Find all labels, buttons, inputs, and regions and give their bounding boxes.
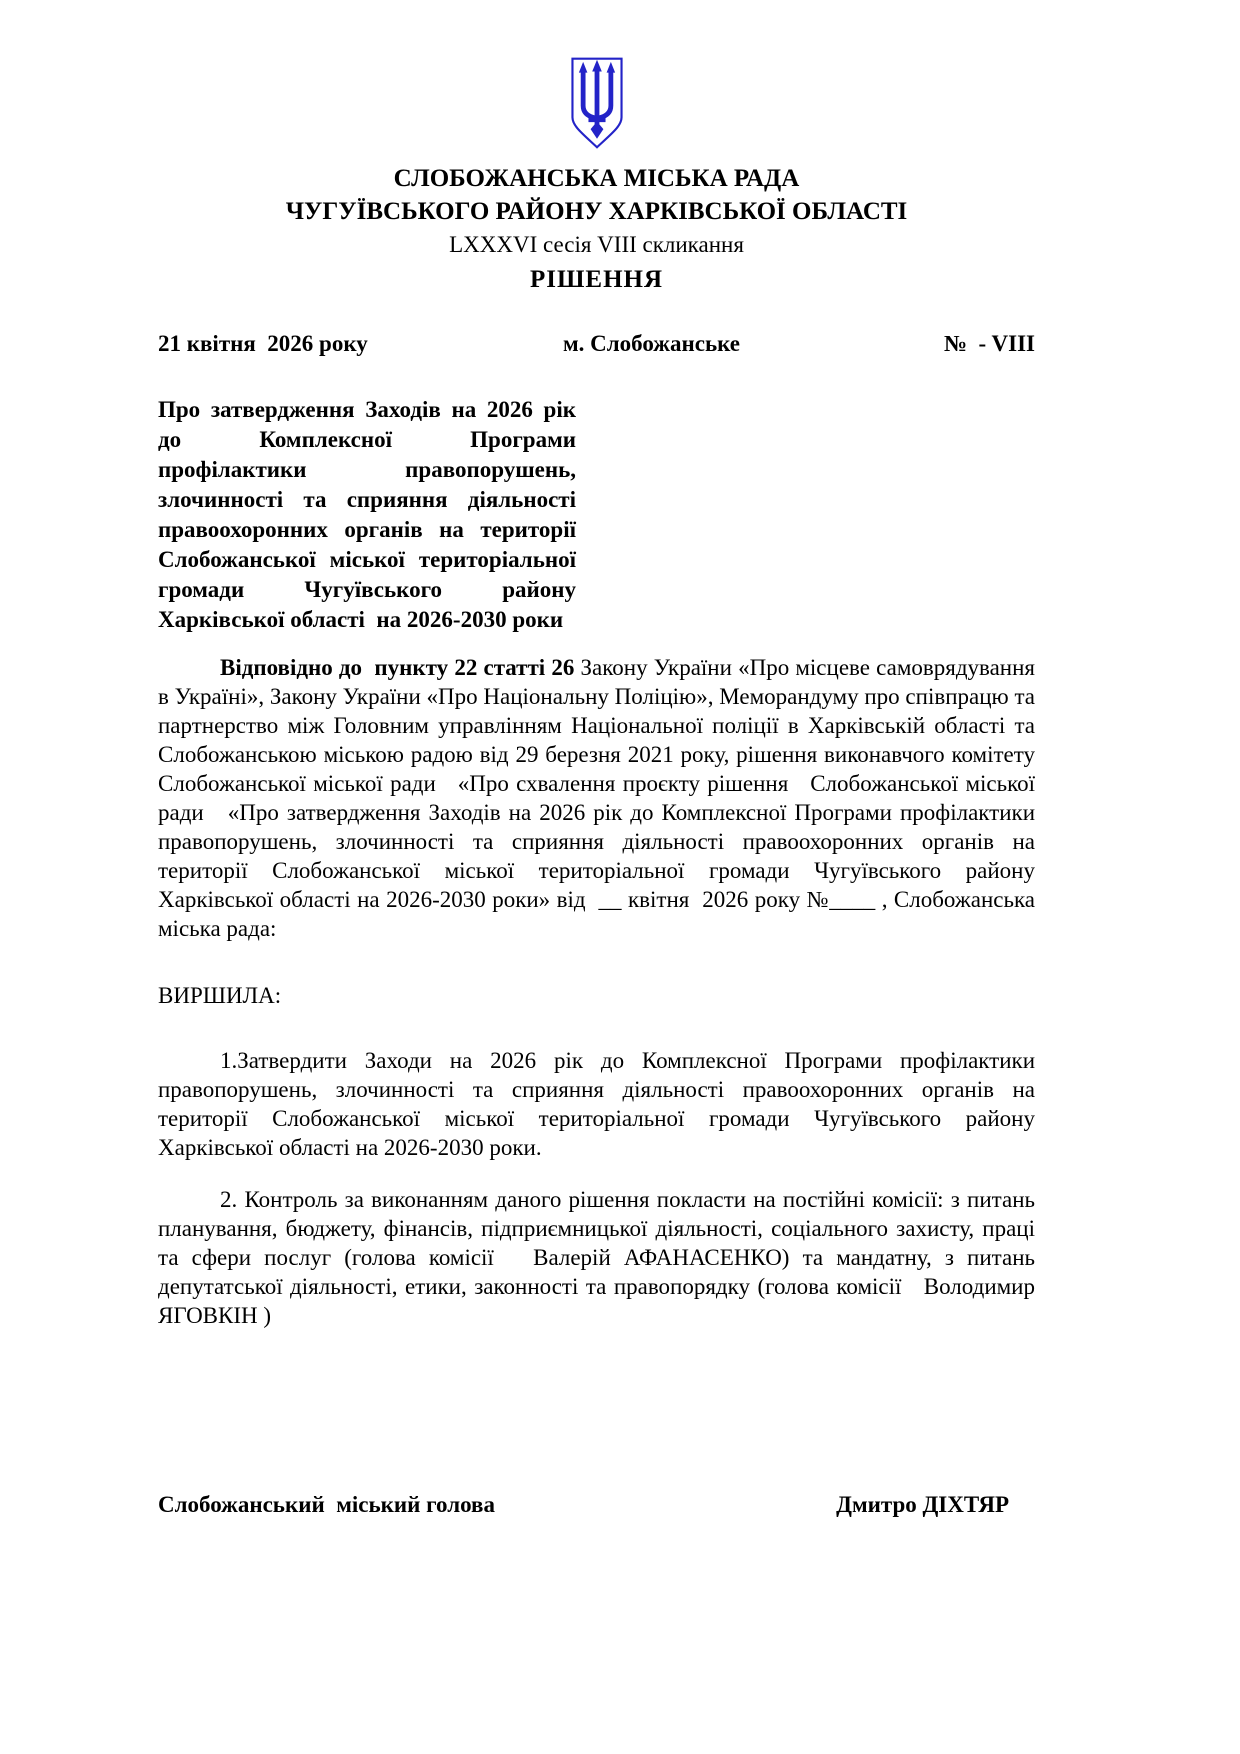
- document-meta-row: [158, 329, 1035, 359]
- signature-person-name: Дмитро ДІХТЯР: [836, 1492, 1009, 1517]
- signature-position-title: Слобожанський міський голова: [158, 1492, 495, 1517]
- resolved-label: ВИРШИЛА:: [158, 983, 282, 1008]
- document-number: № - VIII: [943, 331, 1035, 356]
- preamble-paragraph: [158, 653, 1041, 943]
- document-place: м. Слобожанське: [563, 331, 740, 356]
- decision-item-2: 2. Контроль за виконанням даного рішення покласти на постійні комісії: з питань планування, бюджету, фінансів, підприємницької діяльності, соціального захисту, праці та сфери послуг (голова комісії Валерій АФАНАСЕНКО) та мандатну, з питань депутатської діяльності, етики, законності та правопорядку (голова комісії Володимир ЯГОВКІН ): [158, 1187, 1041, 1328]
- document-date: 21 квітня 2026 року: [158, 331, 368, 356]
- preamble-lead-bold: Відповідно до пункту 22 статті 26: [220, 655, 575, 680]
- org-name-line1: СЛОБОЖАНСЬКА МІСЬКА РАДА: [393, 165, 800, 192]
- ukraine-trident-emblem-icon: [565, 55, 629, 152]
- document-header: [158, 55, 1035, 297]
- org-name-line2: ЧУГУЇВСЬКОГО РАЙОНУ ХАРКІВСЬКОЇ ОБЛАСТІ: [285, 198, 908, 225]
- document-title: Про затвердження Заходів на 2026 рік до Комплексної Програми профілактики правопорушень, злочинності та сприяння діяльності правоохоронних органів на території Слобожанської міської територіальної громади Чугуївського району Харківської області на 2026-2030 роки: [158, 397, 582, 632]
- signature-row: [158, 1490, 1035, 1519]
- decision-item-1: 1.Затвердити Заходи на 2026 рік до Комплексної Програми профілактики правопорушень, злочинності та сприяння діяльності правоохоронних органів на території Слобожанської міської територіальної громади Чугуївського району Харківської області на 2026-2030 роки.: [158, 1048, 1041, 1160]
- session-line: LXXXVI сесія VIII скликання: [449, 232, 744, 257]
- document-type-heading: РІШЕННЯ: [529, 266, 664, 293]
- preamble-body-text: Закону України «Про місцеве самоврядування в Україні», Закону України «Про Національну Поліцію», Меморандуму про співпрацю та партнерство між Головним управлінням Національної поліції в Харківській області та Слобожанською міською радою від 29 березня 2021 року, рішення виконавчого комітету Слобожанської міської ради «Про схвалення проєкту рішення Слобожанської міської ради «Про затвердження Заходів на 2026 рік до Комплексної Програми профілактики правопорушень, злочинності та сприяння діяльності правоохоронних органів на території Слобожанської міської територіальної громади Чугуївського району Харківської області на 2026-2030 роки» від __ квітня 2026 року №____ , Слобожанська міська рада:: [158, 655, 1041, 941]
